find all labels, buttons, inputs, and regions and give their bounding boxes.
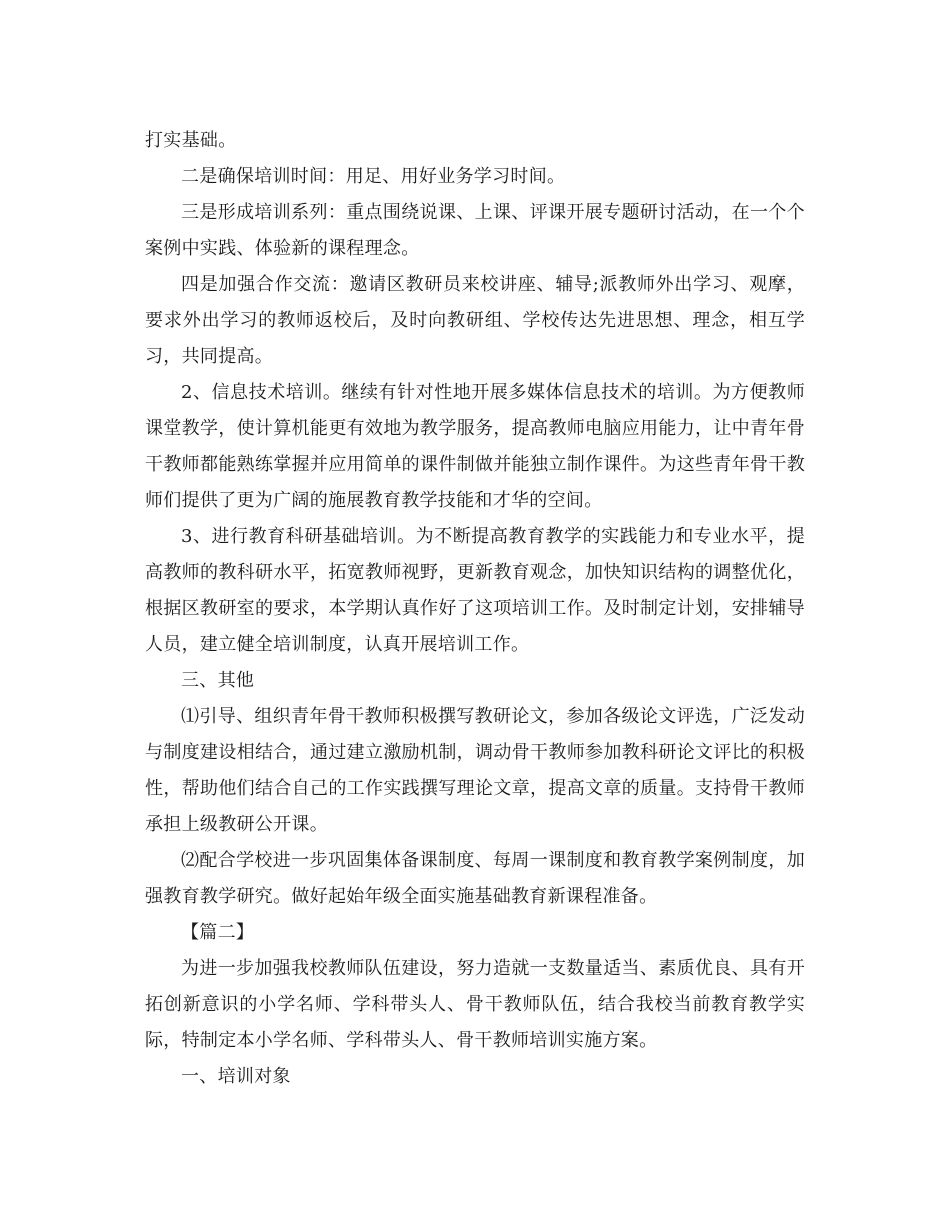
part-two-heading: 【篇二】 bbox=[181, 922, 255, 943]
paragraph-1: 打实基础。 bbox=[145, 130, 237, 151]
document-body bbox=[145, 123, 805, 1095]
paragraph-11: 为进一步加强我校教师队伍建设，努力造就一支数量适当、素质优良、具有开拓创新意识的小学名师、学科带头人、骨干教师队伍，结合我校当前教育教学实际，特制定本小学名师、学科带头人、骨干教师培训实施方案。 bbox=[145, 958, 805, 1051]
section-heading-training-targets: 一、培训对象 bbox=[181, 1066, 291, 1087]
paragraph-2: 二是确保培训时间：用足、用好业务学习时间。 bbox=[181, 166, 566, 187]
paragraph-4: 四是加强合作交流：邀请区教研员来校讲座、辅导;派教师外出学习、观摩，要求外出学习的教师返校后，及时向教研组、学校传达先进思想、理念，相互学习，共同提高。 bbox=[145, 274, 805, 367]
section-heading-other: 三、其他 bbox=[181, 670, 255, 691]
paragraph-3: 三是形成培训系列：重点围绕说课、上课、评课开展专题研讨活动，在一个个案例中实践、体验新的课程理念。 bbox=[145, 202, 805, 259]
paragraph-8: ⑴引导、组织青年骨干教师积极撰写教研论文，参加各级论文评选，广泛发动与制度建设相结合，通过建立激励机制，调动骨干教师参加教科研论文评比的积极性，帮助他们结合自己的工作实践撰写理论文章，提高文章的质量。支持骨干教师承担上级教研公开课。 bbox=[145, 706, 805, 835]
paragraph-5: 2、信息技术培训。继续有针对性地开展多媒体信息技术的培训。为方便教师课堂教学，使计算机能更有效地为教学服务，提高教师电脑应用能力，让中青年骨干教师都能熟练掌握并应用简单的课件制做并能独立制作课件。为这些青年骨干教师们提供了更为广阔的施展教育教学技能和才华的空间。 bbox=[145, 382, 805, 511]
paragraph-6: 3、进行教育科研基础培训。为不断提高教育教学的实践能力和专业水平，提高教师的教科研水平，拓宽教师视野，更新教育观念，加快知识结构的调整优化，根据区教研室的要求，本学期认真作好了这项培训工作。及时制定计划，安排辅导人员，建立健全培训制度，认真开展培训工作。 bbox=[145, 526, 805, 655]
paragraph-9: ⑵配合学校进一步巩固集体备课制度、每周一课制度和教育教学案例制度，加强教育教学研究。做好起始年级全面实施基础教育新课程准备。 bbox=[145, 850, 805, 907]
